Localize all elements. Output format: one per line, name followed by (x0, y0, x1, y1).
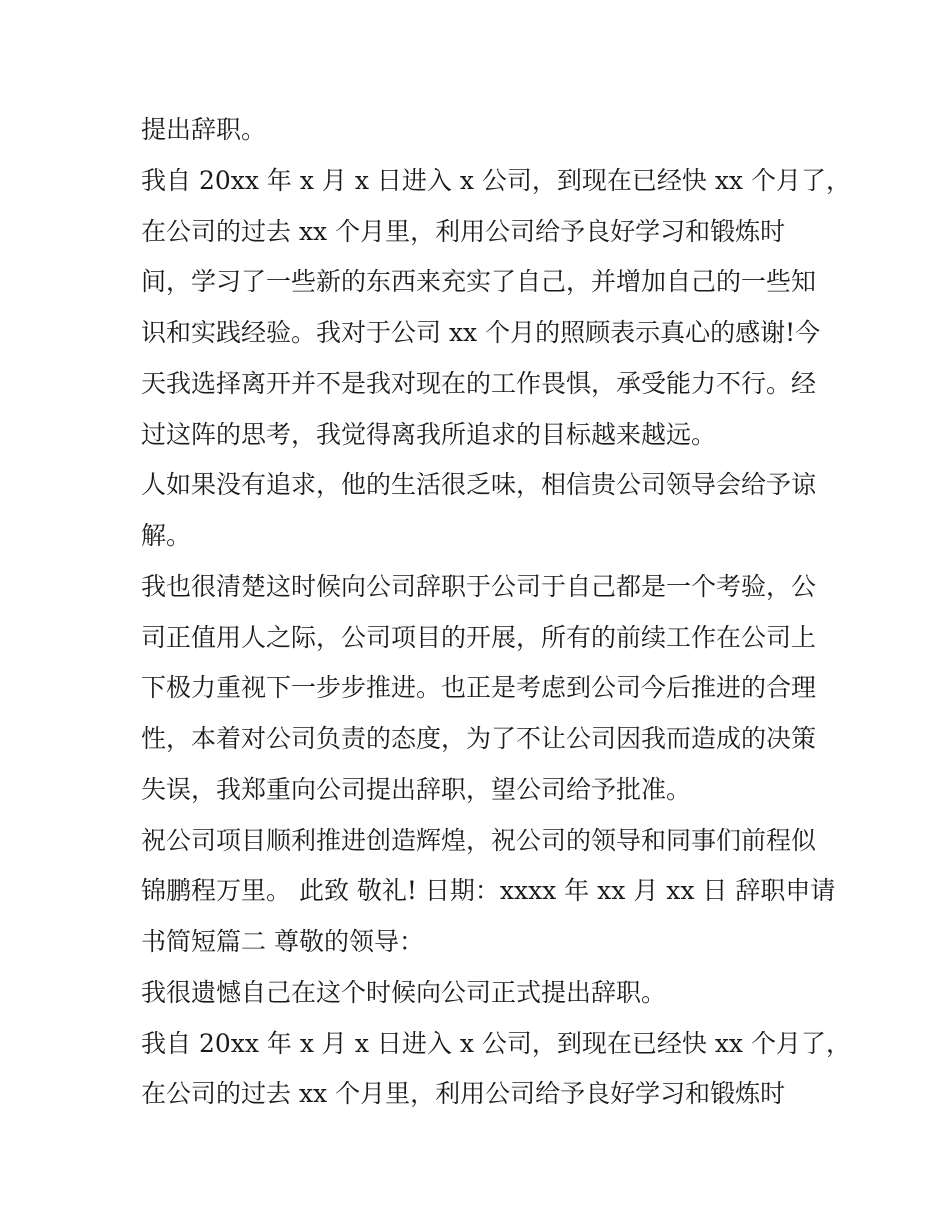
text-line: 司正值用人之际，公司项目的开展，所有的前续工作在公司上 (141, 623, 817, 652)
text-line: 书简短篇二 尊敬的领导： (141, 927, 424, 956)
text-line: 我自 20xx 年 x 月 x 日进入 x 公司，到现在已经快 xx 个月了， (141, 1029, 851, 1058)
text-line: 人如果没有追求，他的生活很乏味，相信贵公司领导会给予谅 (141, 470, 817, 499)
text-line: 过这阵的思考，我觉得离我所追求的目标越来越远。 (141, 420, 717, 449)
text-line: 锦鹏程万里。 此致 敬礼! 日期：xxxx 年 xx 月 xx 日 辞职申请 (141, 876, 836, 905)
text-line: 天我选择离开并不是我对现在的工作畏惧，承受能力不行。经 (141, 369, 817, 398)
text-line: 在公司的过去 xx 个月里，利用公司给予良好学习和锻炼时 (141, 217, 786, 246)
text-line: 祝公司项目顺利推进创造辉煌，祝公司的领导和同事们前程似 (141, 826, 817, 855)
text-line: 下极力重视下一步步推进。也正是考虑到公司今后推进的合理 (141, 673, 817, 702)
text-line: 我自 20xx 年 x 月 x 日进入 x 公司，到现在已经快 xx 个月了， (141, 166, 851, 195)
text-line: 间，学习了一些新的东西来充实了自己，并增加自己的一些知 (141, 267, 817, 296)
text-line: 性，本着对公司负责的态度，为了不让公司因我而造成的决策 (141, 724, 817, 753)
text-line: 提出辞职。 (141, 115, 267, 144)
text-line: 我也很清楚这时候向公司辞职于公司于自己都是一个考验，公 (141, 572, 817, 601)
text-line: 失误，我郑重向公司提出辞职，望公司给予批准。 (141, 775, 692, 804)
text-line: 在公司的过去 xx 个月里，利用公司给予良好学习和锻炼时 (141, 1079, 786, 1108)
text-line: 识和实践经验。我对于公司 xx 个月的照顾表示真心的感谢!今 (141, 318, 821, 347)
text-line: 解。 (141, 521, 192, 550)
text-line: 我很遗憾自己在这个时候向公司正式提出辞职。 (141, 978, 667, 1007)
